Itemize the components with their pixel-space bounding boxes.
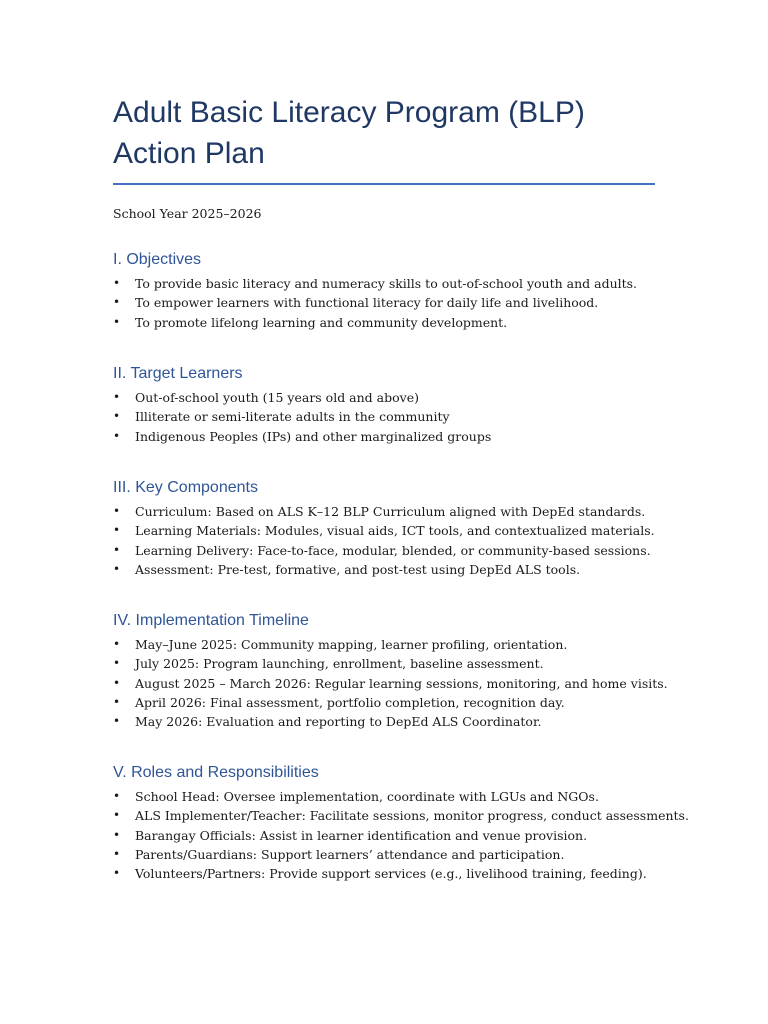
list-item-text: May 2026: Evaluation and reporting to DepEd ALS Coordinator. (135, 714, 542, 730)
document-title (113, 92, 655, 174)
list-item-text: To empower learners with functional literacy for daily life and livelihood. (135, 295, 599, 311)
bullet-icon: • (113, 846, 121, 861)
bullet-icon: • (113, 295, 121, 310)
bullet-list (113, 274, 637, 332)
bullet-icon: • (113, 675, 121, 690)
bullet-list (113, 635, 668, 731)
list-item-text: May–June 2025: Community mapping, learner profiling, orientation. (135, 637, 568, 652)
list-item (113, 693, 668, 712)
list-item-text: ALS Implementer/Teacher: Facilitate sessions, monitor progress, conduct assessments. (135, 808, 689, 824)
section-objectives (113, 250, 637, 332)
list-item-text: Curriculum: Based on ALS K–12 BLP Curriculum aligned with DepEd standards. (135, 504, 646, 519)
school-year-text: School Year 2025–2026 (113, 206, 262, 221)
list-item (113, 712, 668, 731)
section-heading: II. Target Learners (113, 365, 243, 382)
list-item-text: To promote lifelong learning and community development. (135, 314, 508, 330)
list-item-text: Assessment: Pre-test, formative, and post-test using DepEd ALS tools. (135, 561, 581, 577)
list-item-text: Parents/Guardians: Support learners’ attendance and participation. (135, 846, 565, 862)
bullet-icon: • (113, 694, 121, 709)
list-item-text: Volunteers/Partners: Provide support services (e.g., livelihood training, feeding). (135, 866, 647, 882)
list-item (113, 845, 689, 864)
bullet-icon: • (113, 827, 121, 842)
section-roles-responsibilities (113, 763, 689, 883)
list-item (113, 293, 637, 312)
bullet-icon: • (113, 428, 121, 443)
bullet-list (113, 787, 689, 883)
list-item (113, 502, 655, 521)
section-heading: IV. Implementation Timeline (113, 612, 309, 629)
list-item (113, 635, 668, 654)
list-item (113, 541, 655, 560)
list-item-text: Barangay Officials: Assist in learner identification and venue provision. (135, 827, 588, 843)
bullet-icon: • (113, 409, 121, 424)
list-item-text: April 2026: Final assessment, portfolio completion, recognition day. (135, 694, 565, 710)
section-heading: I. Objectives (113, 251, 202, 268)
bullet-icon: • (113, 561, 121, 576)
list-item-text: School Head: Oversee implementation, coordinate with LGUs and NGOs. (135, 789, 599, 804)
bullet-icon: • (113, 808, 121, 823)
bullet-list (113, 388, 491, 446)
section-heading: III. Key Components (113, 479, 258, 496)
list-item (113, 313, 637, 332)
section-key-components (113, 478, 655, 579)
bullet-icon: • (113, 714, 121, 729)
list-item (113, 407, 491, 426)
section-heading: V. Roles and Responsibilities (113, 764, 319, 781)
list-item-text: August 2025 – March 2026: Regular learning sessions, monitoring, and home visits. (135, 675, 668, 691)
list-item-text: To provide basic literacy and numeracy skills to out-of-school youth and adults. (135, 276, 638, 291)
title-underline-rule (113, 183, 655, 185)
title-line-2: Action Plan (113, 137, 265, 170)
list-item (113, 674, 668, 693)
list-item (113, 654, 668, 673)
bullet-icon: • (113, 523, 121, 538)
bullet-icon: • (113, 656, 121, 671)
list-item (113, 521, 655, 540)
bullet-list (113, 502, 655, 579)
bullet-icon: • (113, 504, 121, 518)
list-item (113, 560, 655, 579)
list-item-text: Learning Materials: Modules, visual aids, ICT tools, and contextualized materials. (135, 523, 655, 539)
section-implementation-timeline (113, 611, 668, 731)
list-item-text: Illiterate or semi-literate adults in the community (135, 409, 450, 425)
list-item (113, 787, 689, 806)
list-item-text: July 2025: Program launching, enrollment, baseline assessment. (135, 656, 544, 672)
list-item-text: Learning Delivery: Face-to-face, modular, blended, or community-based sessions. (135, 542, 651, 558)
list-item (113, 826, 689, 845)
bullet-icon: • (113, 390, 121, 404)
title-line-1: Adult Basic Literacy Program (BLP) (113, 96, 585, 129)
section-target-learners (113, 364, 491, 446)
list-item (113, 806, 689, 825)
bullet-icon: • (113, 866, 121, 881)
document-page (113, 92, 689, 882)
bullet-icon: • (113, 789, 121, 803)
list-item-text: Indigenous Peoples (IPs) and other marginalized groups (135, 428, 492, 444)
bullet-icon: • (113, 314, 121, 329)
list-item-text: Out-of-school youth (15 years old and above) (135, 390, 419, 405)
bullet-icon: • (113, 637, 121, 651)
list-item (113, 864, 689, 883)
bullet-icon: • (113, 276, 121, 290)
list-item (113, 388, 491, 407)
bullet-icon: • (113, 542, 121, 557)
list-item (113, 274, 637, 293)
list-item (113, 427, 491, 446)
